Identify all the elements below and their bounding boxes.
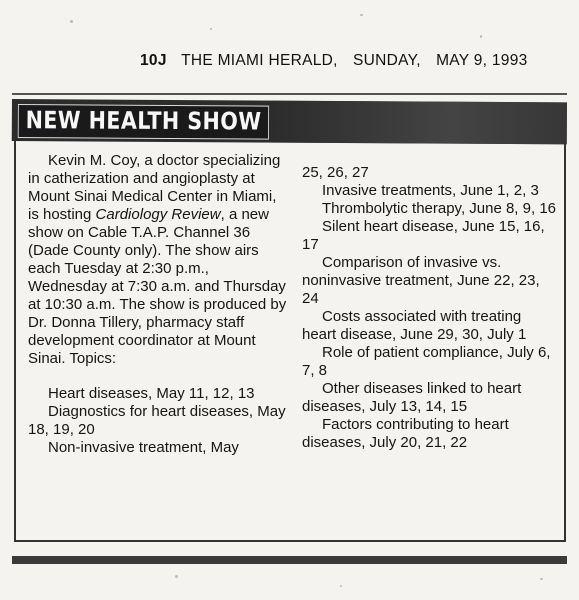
banner-title: NEW HEALTH SHOW xyxy=(18,104,270,140)
topic-item: Costs associated with treating heart disease, June 29, 30, July 1 xyxy=(302,308,527,343)
topic-item: Thrombolytic therapy, June 8, 9, 16 xyxy=(322,200,557,217)
article-column-1 xyxy=(28,152,290,457)
dateline-day: SUNDAY, xyxy=(352,52,421,69)
scan-speck xyxy=(210,28,212,30)
scan-speck xyxy=(175,575,178,578)
article-column-2 xyxy=(302,164,558,452)
footer-rule xyxy=(12,556,567,564)
topic-continuation: 25, 26, 27 xyxy=(302,164,369,181)
topic-item: Role of patient compliance, July 6, 7, 8 xyxy=(302,344,551,379)
scan-speck xyxy=(70,20,73,23)
intro-text-2: , a new show on Cable T.A.P. Channel 36 (Dade County only). The show airs each Tuesday at 2:30 p.m., Wednesday at 7:30 a.m. and Thursday at 10:30 a.m. The show is produced by Dr. Donna Tillery, pharmacy staff development coordinator at Mount Sinai. Topics: xyxy=(28,206,287,367)
header-rule xyxy=(12,93,567,95)
topic-item: Diagnostics for heart diseases, May 18, 19, 20 xyxy=(28,403,286,438)
topic-item: Invasive treatments, June 1, 2, 3 xyxy=(322,182,539,199)
topic-item: Silent heart disease, June 15, 16, 17 xyxy=(302,218,545,253)
topic-item: Heart diseases, May 11, 12, 13 xyxy=(48,385,255,402)
topic-item: Comparison of invasive vs. noninvasive treatment, June 22, 23, 24 xyxy=(302,254,540,307)
topic-item: Factors contributing to heart diseases, July 20, 21, 22 xyxy=(302,416,509,451)
scan-speck xyxy=(360,14,363,16)
page-number: 10J xyxy=(140,52,167,69)
scan-speck xyxy=(480,35,482,38)
scan-speck xyxy=(340,585,342,587)
topic-item: Other diseases linked to heart diseases, July 13, 14, 15 xyxy=(302,380,522,415)
article-intro xyxy=(28,152,290,368)
dateline-date: MAY 9, 1993 xyxy=(436,52,528,69)
dateline xyxy=(140,52,570,70)
topic-item: Non-invasive treatment, May xyxy=(48,439,239,456)
newspaper-name: THE MIAMI HERALD, xyxy=(181,52,338,69)
scan-speck xyxy=(540,578,543,580)
banner-shade xyxy=(272,101,567,145)
show-title: Cardiology Review xyxy=(95,206,221,223)
section-banner xyxy=(12,99,567,144)
intro-text-1: Kevin M. Coy, a doctor specializing in catherization and angioplasty at Mount Sinai Medical Center in Miami, is hosting xyxy=(28,152,281,223)
